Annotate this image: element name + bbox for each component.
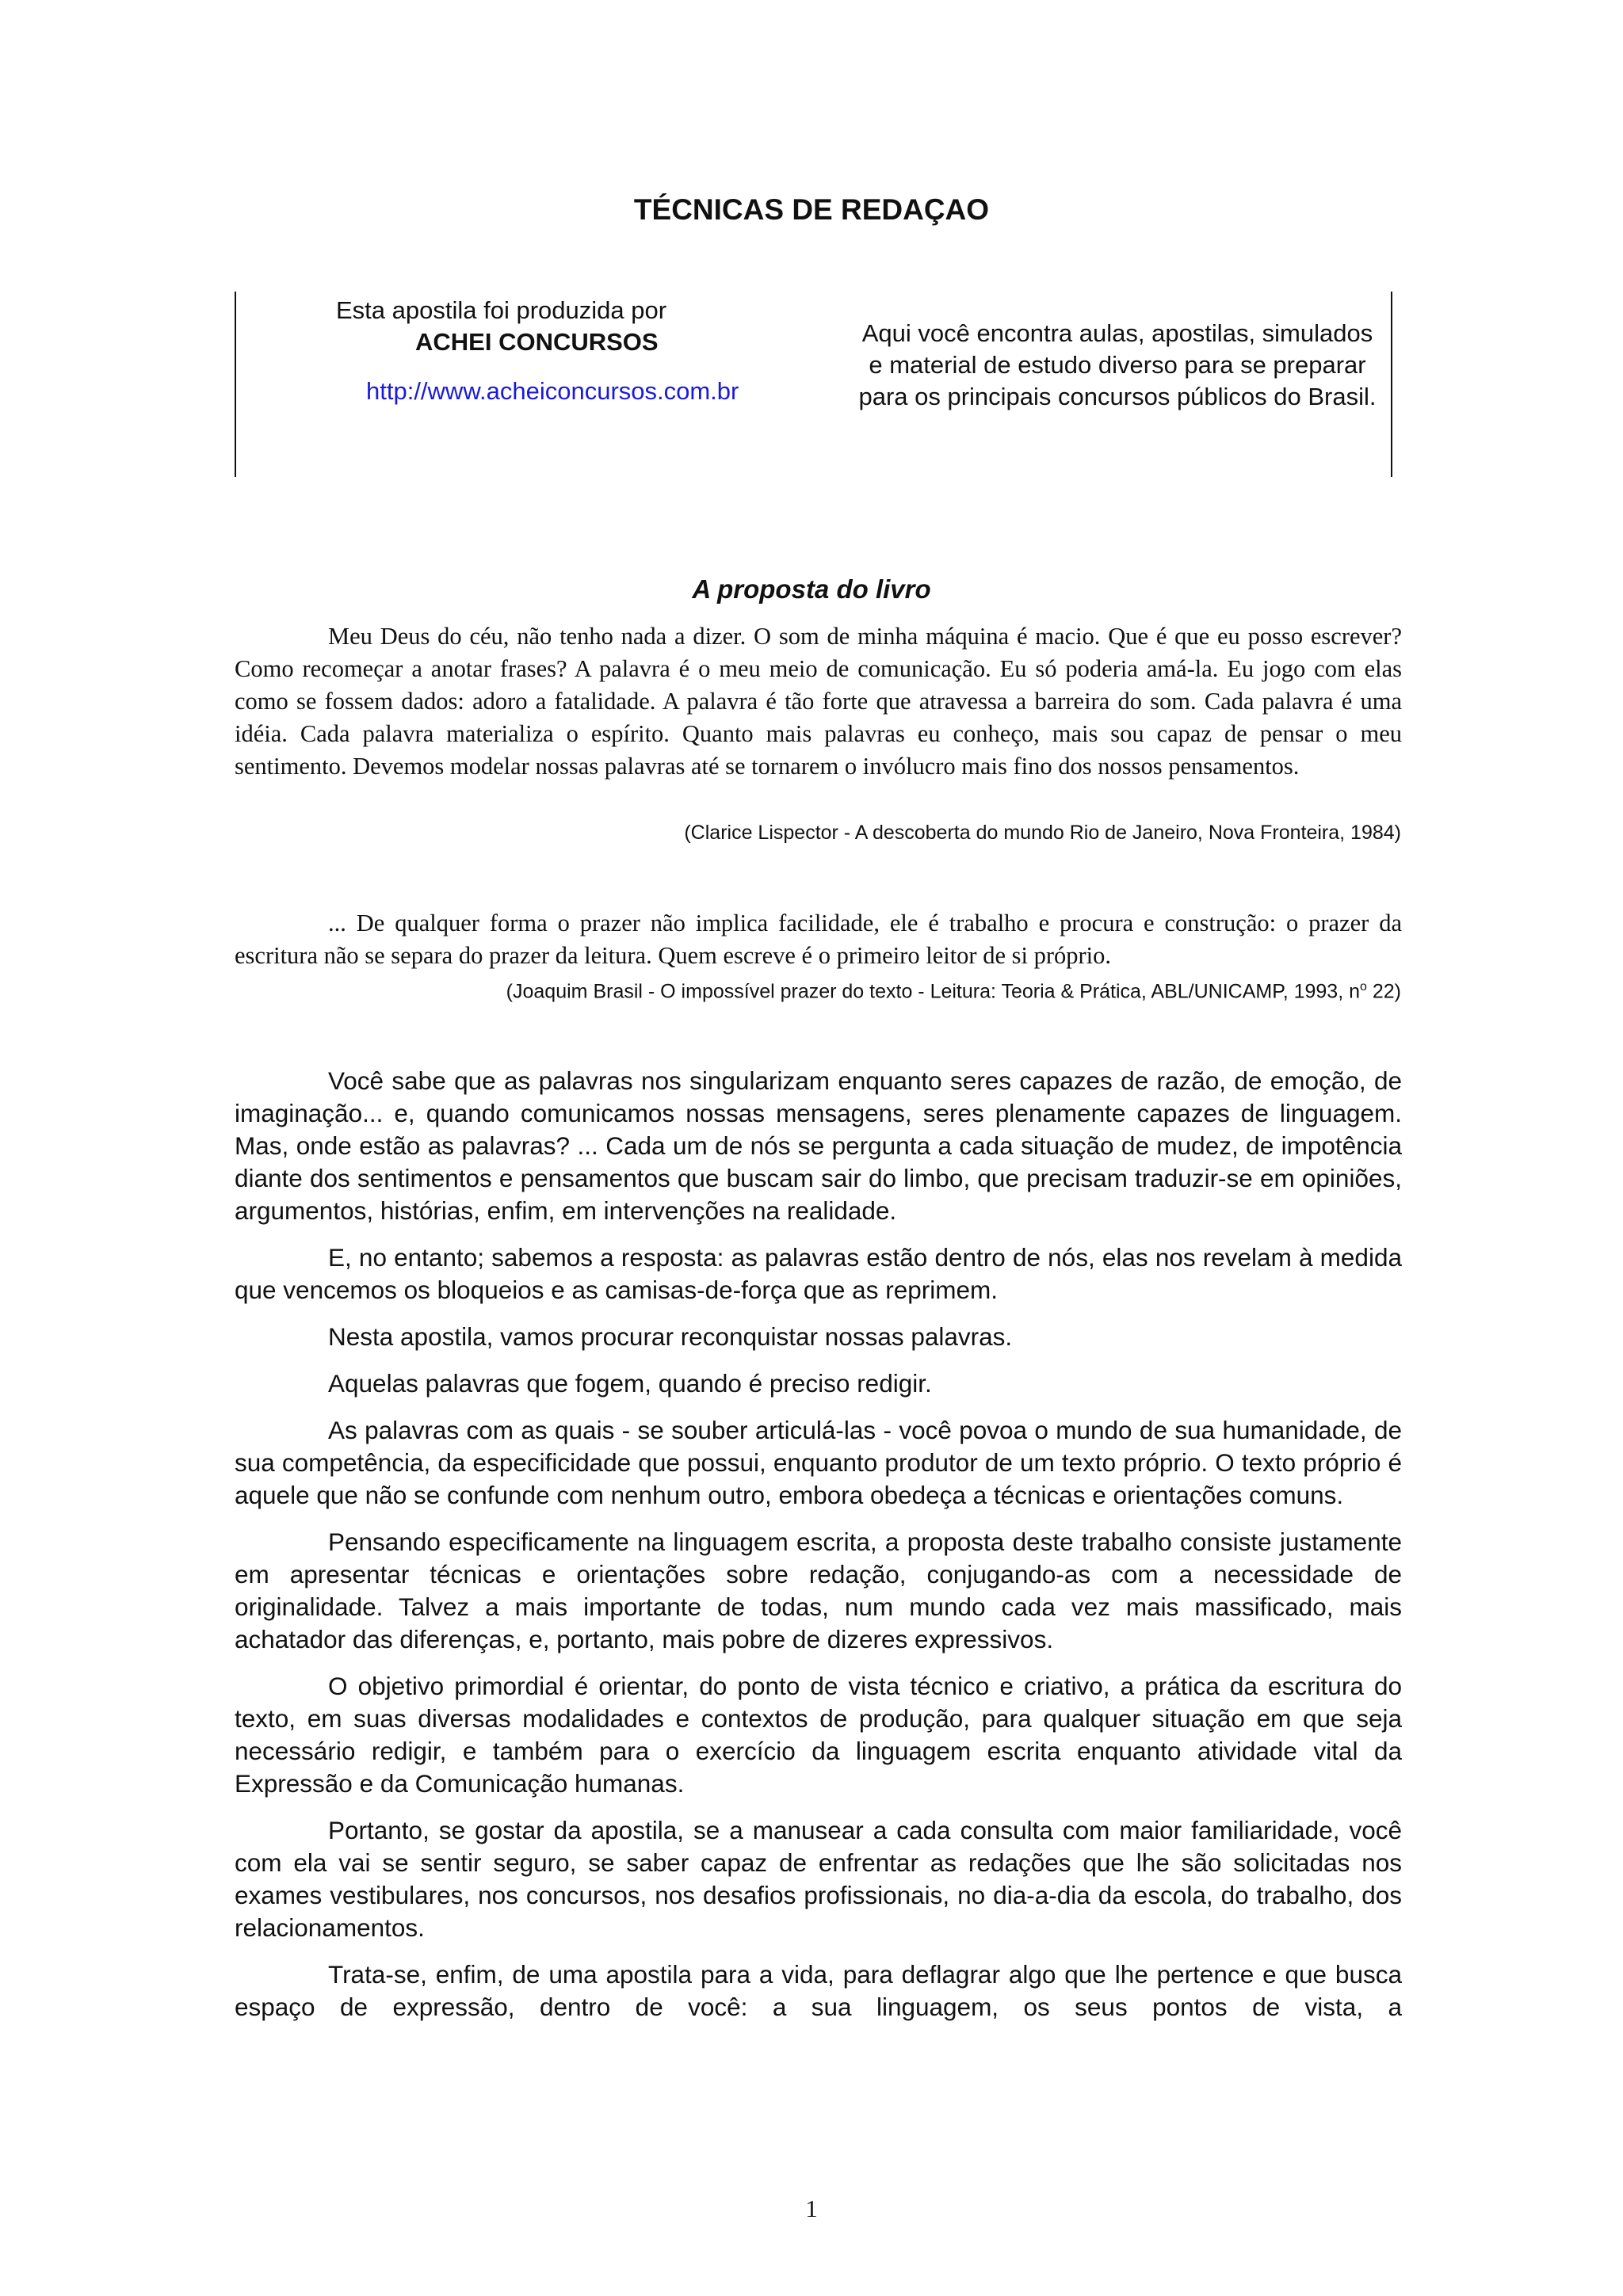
header-box-right-border	[1391, 292, 1392, 477]
producer-url-link[interactable]: http://www.acheiconcursos.com.br	[366, 377, 739, 405]
page-number: 1	[805, 2195, 818, 2222]
quote-lispector-text: Meu Deus do céu, não tenho nada a dizer. O som de minha máquina é macio. Que é que eu posso escrever? Como recomeçar a anotar frases? A palavra é o meu meio de comunicação. Eu só poderia amá-la. Eu jogo com elas como se fossem dados: adoro a fatalidade. A palavra é tão forte que atravessa a barreira do som. Cada palavra é uma idéia. Cada palavra materializa o espírito. Quanto mais palavras eu conheço, mais sou capaz de pensar o meu sentimento. Devemos modelar nossas palavras até se tornarem o invólucro mais fino dos nossos pensamentos.	[235, 623, 1402, 780]
paragraph: As palavras com as quais - se souber articulá-las - você povoa o mundo de sua humanidade, de sua competência, da especificidade que possui, enquanto produtor de um texto próprio. O texto próprio é aquele que não se confunde com nenhum outro, embora obedeça a técnicas e orientações comuns.	[235, 1416, 1402, 1509]
section-title: A proposta do livro	[692, 574, 931, 604]
quote-brasil-citation: (Joaquim Brasil - O impossível prazer do texto - Leitura: Teoria & Prática, ABL/UNICAMP, 1993, $n^o$ 22)	[506, 980, 1401, 1003]
paragraph: O objetivo primordial é orientar, do ponto de vista técnico e criativo, a prática da escritura do texto, em suas diversas modalidades e contextos de produção, para qualquer situação em que seja necessário redigir, e também para o exercício da linguagem escrita enquanto atividade vital da Expressão e da Comunicação humanas.	[235, 1672, 1402, 1798]
quote-brasil-text: ... De qualquer forma o prazer não implica facilidade, ele é trabalho e procura e construção: o prazer da escritura não se separa do prazer da leitura. Quem escreve é o primeiro leitor de si próprio.	[235, 910, 1402, 969]
paragraph: Nesta apostila, vamos procurar reconquistar nossas palavras.	[328, 1322, 1013, 1351]
paragraph: E, no entanto; sabemos a resposta: as palavras estão dentro de nós, elas nos revelam à medida que vencemos os bloqueios e as camisas-de-força que as reprimem.	[235, 1243, 1402, 1304]
paragraph: Pensando especificamente na linguagem escrita, a proposta deste trabalho consiste justamente em apresentar técnicas e orientações sobre redação, conjugando-as com a necessidade de originalidade. Talvez a mais importante de todas, num mundo cada vez mais massificado, mais achatador das diferenças, e, portanto, mais pobre de dizeres expressivos.	[235, 1527, 1402, 1653]
paragraph: Portanto, se gostar da apostila, se a manusear a cada consulta com maior familiaridade, você com ela vai se sentir seguro, se saber capaz de enfrentar as redações que lhe são solicitadas nos exames vestibulares, nos concursos, nos desafios profissionais, no dia-a-dia da escola, do trabalho, dos relacionamentos.	[235, 1816, 1402, 1942]
quote-lispector	[235, 620, 1402, 783]
producer-intro: Esta apostila foi produzida por	[336, 296, 667, 324]
paragraph: Você sabe que as palavras nos singularizam enquanto seres capazes de razão, de emoção, de imaginação... e, quando comunicamos nossas mensagens, seres plenamente capazes de linguagem. Mas, onde estão as palavras? ... Cada um de nós se pergunta a cada situação de mudez, de impotência diante dos sentimentos e pensamentos que buscam sair do limbo, que precisam traduzir-se em opiniões, argumentos, histórias, enfim, em intervenções na realidade.	[235, 1066, 1402, 1225]
quote-lispector-citation: (Clarice Lispector - A descoberta do mundo Rio de Janeiro, Nova Fronteira, 1984)	[684, 822, 1401, 844]
producer-name: ACHEI CONCURSOS	[415, 328, 659, 356]
document-title: TÉCNICAS DE REDAÇAO	[633, 193, 990, 226]
header-box-left-border	[235, 292, 236, 477]
paragraph: Trata-se, enfim, de uma apostila para a vida, para deflagrar algo que lhe pertence e que busca espaço de expressão, dentro de você: a sua linguagem, os seus pontos de vista, a	[235, 1960, 1402, 2021]
quote-brasil	[235, 907, 1402, 972]
body-text	[235, 1065, 1402, 2038]
header-box-description: Aqui você encontra aulas, apostilas, simulados e material de estudo diverso para se preparar para os principais concursos públicos do Brasil.	[858, 319, 1377, 410]
header-box-producer	[238, 295, 888, 407]
paragraph: Aquelas palavras que fogem, quando é preciso redigir.	[328, 1369, 932, 1398]
